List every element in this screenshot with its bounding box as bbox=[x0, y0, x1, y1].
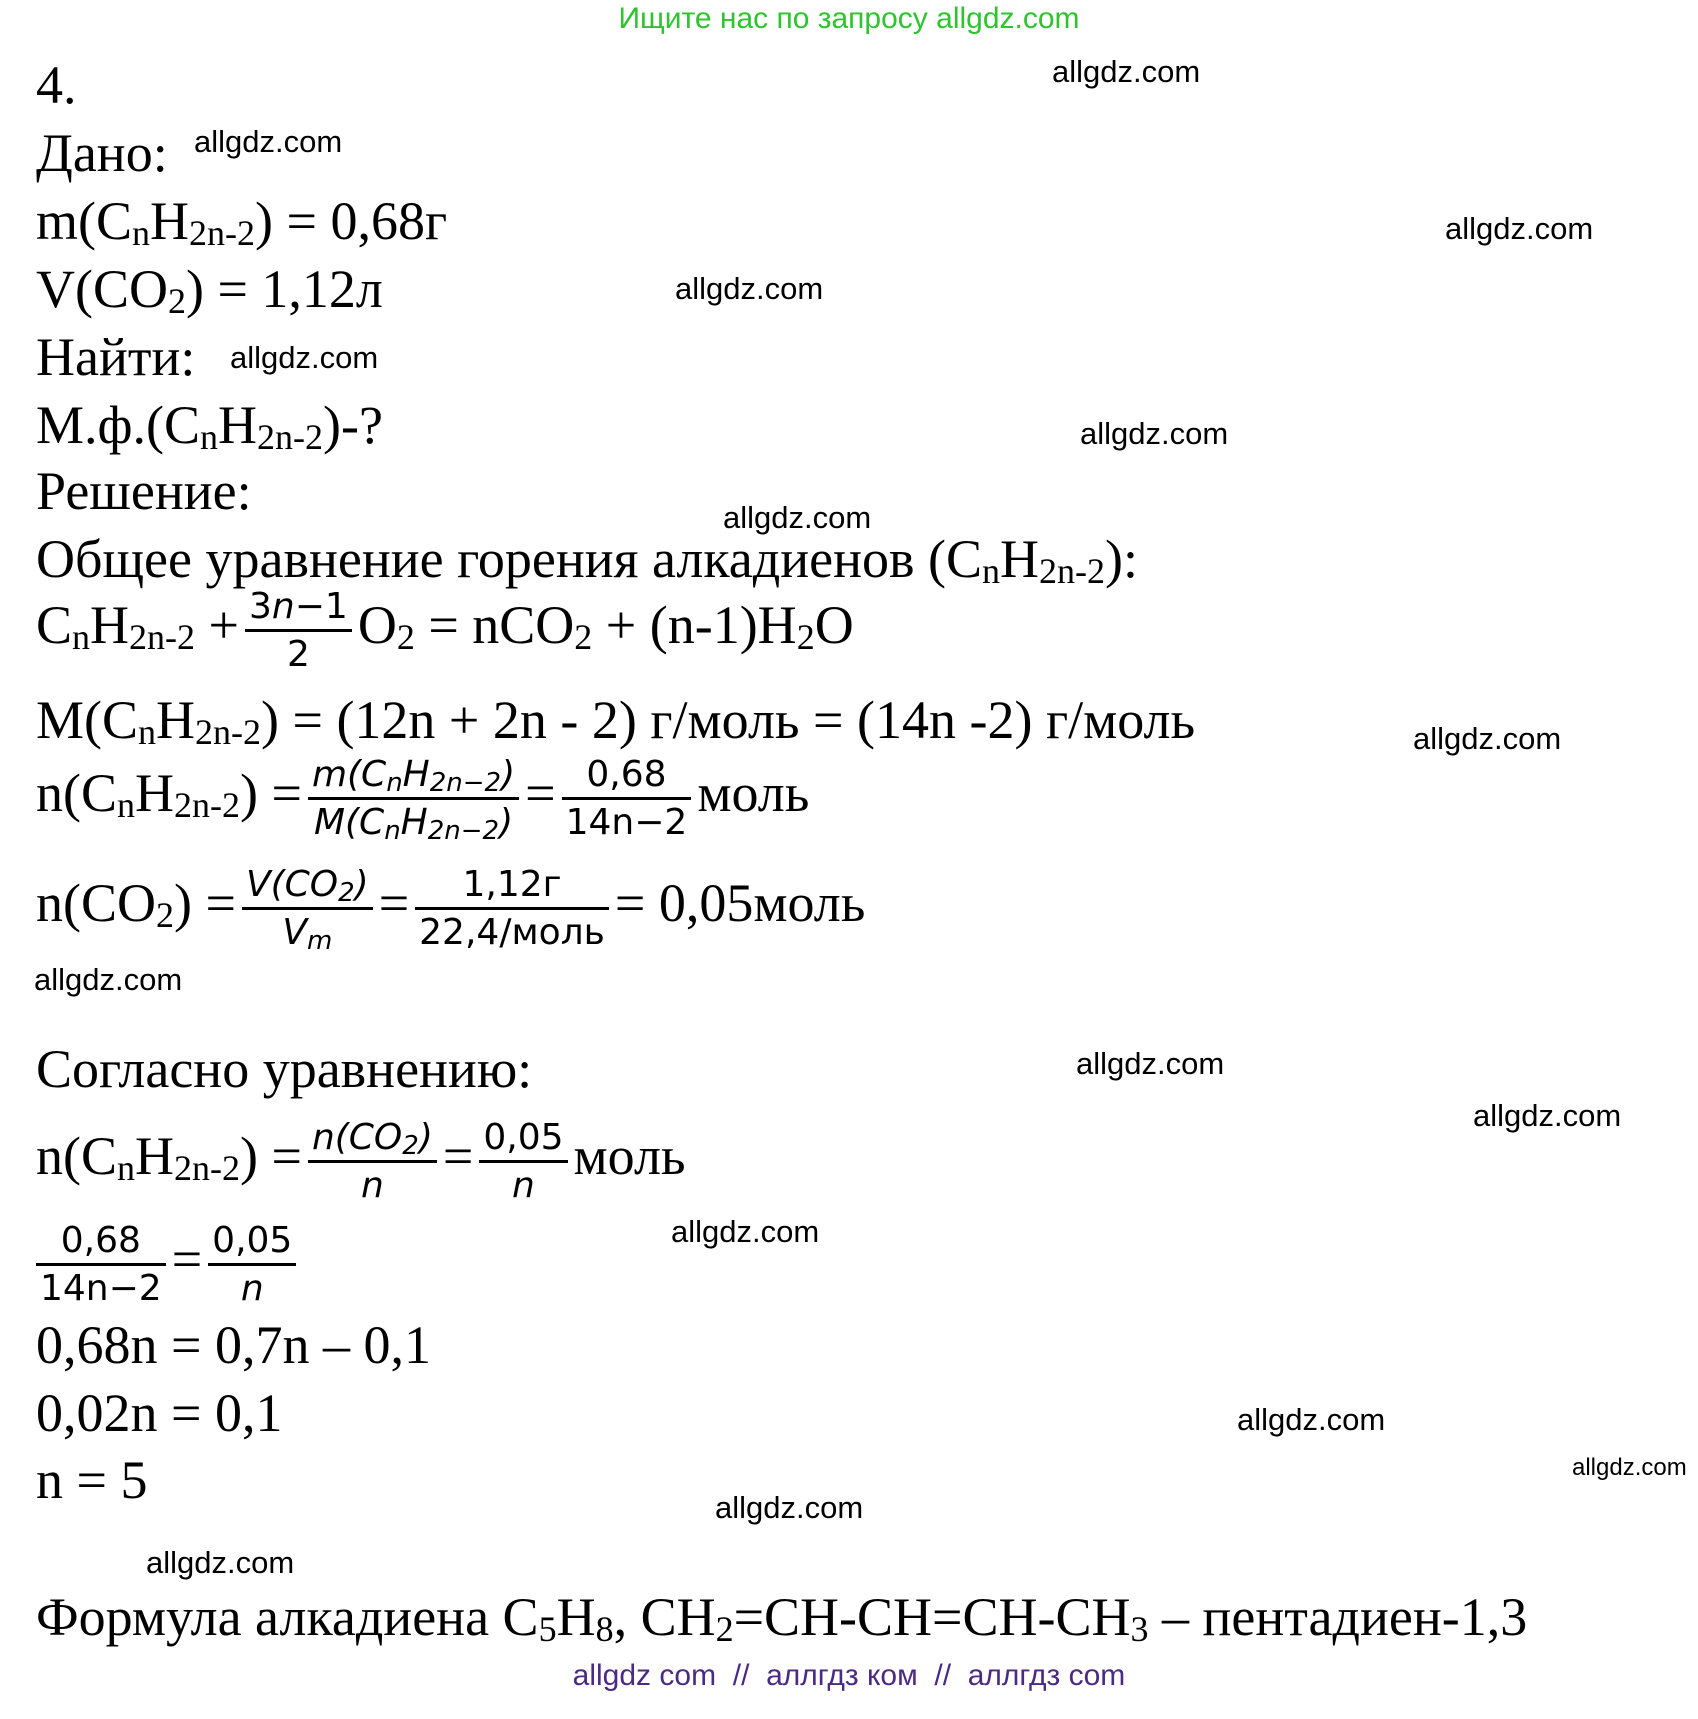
watermark: allgdz.com bbox=[715, 1490, 864, 1525]
task-number: 4. bbox=[36, 55, 77, 115]
given-volume: $V(CO_2) = 1,12л$ bbox=[36, 259, 383, 321]
watermark: allgdz.com bbox=[230, 340, 379, 375]
watermark: allgdz.com bbox=[1413, 721, 1562, 756]
moles-co2-line: $n(CO_2)$ = $\frac{V(CO_2)}{V_m}$ = $\frac{1,12г}{\text{22,4/моль}}$ = 0,05моль bbox=[36, 864, 866, 956]
moles-alkadiene-line: $n(C_nH_{2n-2})$ = $\frac{m(C_nH_{2n-2})}{M(C_nH_{2n-2})}$ = $\frac{0,68}{14n-2}$ моль bbox=[36, 754, 810, 846]
find-label: Найти: bbox=[36, 327, 196, 387]
watermark: allgdz.com bbox=[671, 1214, 820, 1249]
watermark: allgdz.com bbox=[1080, 416, 1229, 451]
footer-banner: allgdz com // аллгдз ком // аллгдз com bbox=[572, 1659, 1126, 1692]
moles-relation-line: $n(C_nH_{2n-2})$ = $\frac{n(CO_2)}{n}$ = $\frac{0,05}{n}$ моль bbox=[36, 1117, 686, 1206]
watermark: allgdz.com bbox=[194, 124, 343, 159]
watermark: allgdz.com bbox=[1445, 211, 1594, 246]
find-target: $М.ф.(C_nH_{2n-2})-$? bbox=[36, 395, 383, 457]
watermark: allgdz.com bbox=[1076, 1046, 1225, 1081]
watermark: allgdz.com bbox=[675, 271, 824, 306]
solution-step-1: 0,68n = 0,7n – 0,1 bbox=[36, 1315, 431, 1375]
fraction: $\frac{V(CO_2)}{V_m}$ bbox=[242, 862, 373, 955]
fraction: $\frac{0,05}{n}$ bbox=[479, 1115, 567, 1208]
proportion-line: $\frac{0,68}{14n-2}$ = $\frac{0,05}{n}$ bbox=[30, 1218, 302, 1311]
fraction: $\frac{1,12г}{\text{22,4/моль}}$ bbox=[415, 862, 609, 955]
watermark: allgdz.com bbox=[146, 1545, 295, 1580]
final-answer: Формула алкадиена $C_5H_8$, $CH_2=CH-CH=CH-CH_3$ – пентадиен-1,3 bbox=[36, 1587, 1528, 1649]
fraction: $\frac{0,05}{n}$ bbox=[208, 1218, 296, 1311]
search-banner: Ищите нас по запросу allgdz.com bbox=[618, 2, 1080, 35]
given-label: Дано: bbox=[36, 123, 168, 183]
solution-step-3: n = 5 bbox=[36, 1450, 148, 1510]
watermark: allgdz.com bbox=[1052, 54, 1201, 89]
fraction: $\frac{3n-1}{2}$ bbox=[245, 584, 352, 677]
watermark: allgdz.com bbox=[723, 500, 872, 535]
fraction: $\frac{m(C_nH_{2n-2})}{M(C_nH_{2n-2})}$ bbox=[308, 752, 519, 845]
fraction: $\frac{n(CO_2)}{n}$ bbox=[308, 1115, 437, 1208]
according-label: Согласно уравнению: bbox=[36, 1039, 533, 1099]
watermark: allgdz.com bbox=[34, 962, 183, 997]
watermark: allgdz.com bbox=[1237, 1402, 1386, 1437]
molar-mass-line: $M(C_nH_{2n-2}) = (12n + 2n - 2)$ г/моль = (14n -2) г/моль bbox=[36, 690, 1196, 752]
fraction: $\frac{0,68}{14n-2}$ bbox=[562, 752, 692, 845]
solution-step-2: 0,02n = 0,1 bbox=[36, 1383, 283, 1443]
watermark: allgdz.com bbox=[1473, 1098, 1622, 1133]
given-mass: $m(C_nH_{2n-2}) = 0,68г$ bbox=[36, 191, 448, 253]
fraction: $\frac{0,68}{14n-2}$ bbox=[36, 1218, 166, 1311]
combustion-equation: $C_nH_{2n-2}$ + $\frac{3n-1}{2}$ $O_2 = nCO_2 + (n-1)H_2O$ bbox=[36, 586, 854, 675]
general-equation-label: Общее уравнение горения алкадиенов $(C_nH_{2n-2})$: bbox=[36, 529, 1139, 591]
watermark: allgdz.com bbox=[1572, 1454, 1687, 1481]
solution-label: Решение: bbox=[36, 461, 252, 521]
